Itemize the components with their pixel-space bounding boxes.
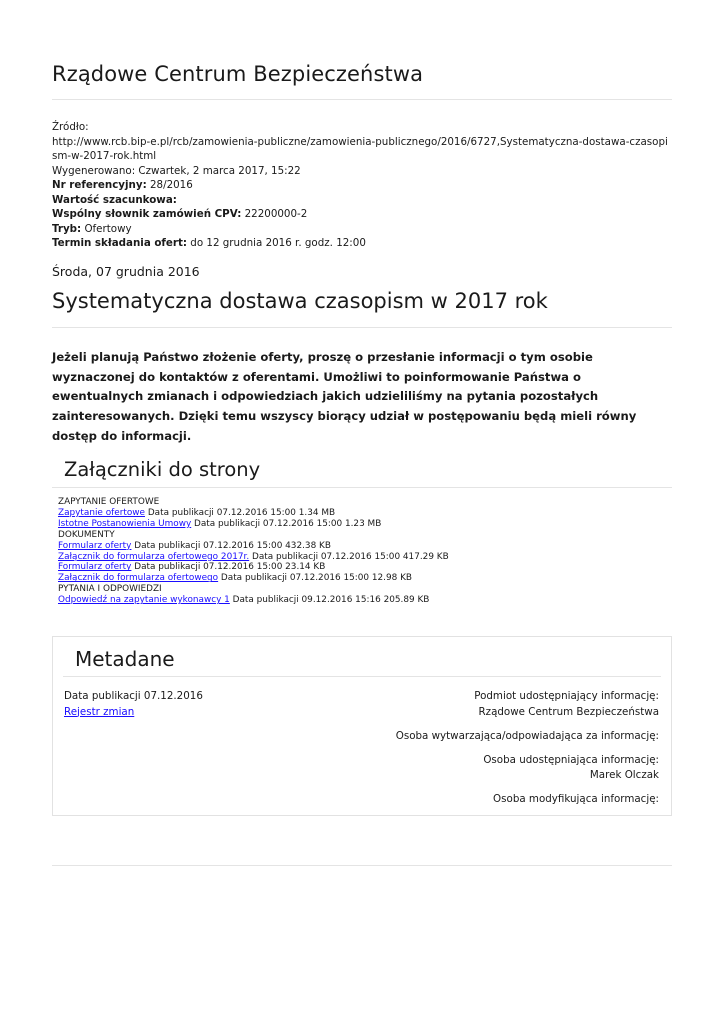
attachment-item: Formularz oferty Data publikacji 07.12.2016 15:00 23.14 KB (58, 562, 326, 573)
sharer-label: Osoba udostępniająca informację: (483, 753, 659, 766)
document-meta (52, 120, 672, 251)
publication-day: Środa, 07 grudnia 2016 (52, 264, 200, 279)
attachment-item: Zapytanie ofertowe Data publikacji 07.12.2016 15:00 1.34 MB (58, 507, 336, 518)
attachment-link[interactable]: Odpowiedź na zapytanie wykonawcy 1 (58, 595, 230, 606)
metadata-left (64, 689, 203, 720)
modifier-info (396, 792, 659, 808)
source-url: http://www.rcb.bip-e.pl/rcb/zamowienia-publiczne/zamowienia-publicznego/2016/6727,Systematyczna-dostawa-czasopism-w-2017-rok.html (52, 135, 668, 162)
attachments-list (58, 497, 449, 606)
provider-value: Rządowe Centrum Bezpieczeństwa (478, 705, 659, 718)
footer-divider (52, 865, 672, 866)
attachment-group-title: PYTANIA I ODPOWIEDZI (58, 584, 162, 595)
attachment-item: Istotne Postanowienia Umowy Data publikacji 07.12.2016 15:00 1.23 MB (58, 518, 382, 529)
attachment-link[interactable]: Formularz oferty (58, 540, 132, 551)
cpv-code: Wspólny słownik zamówień CPV: 22200000-2 (52, 208, 308, 220)
page-title-divider (52, 327, 672, 328)
provider-label: Podmiot udostępniający informację: (474, 690, 659, 702)
page-title: Systematyczna dostawa czasopism w 2017 rok (52, 289, 548, 313)
change-register-link[interactable]: Rejestr zmian (64, 705, 135, 718)
provider-info (396, 689, 659, 720)
attachments-divider (52, 487, 672, 488)
attachment-link[interactable]: Załącznik do formularza ofertowego (58, 573, 219, 584)
attachment-item: Odpowiedź na zapytanie wykonawcy 1 Data publikacji 09.12.2016 15:16 205.89 KB (58, 595, 430, 606)
source-label: Źródło: (52, 121, 89, 133)
metadata-divider (63, 676, 661, 677)
sharer-info (396, 753, 659, 784)
reference-number: Nr referencyjny: 28/2016 (52, 179, 193, 191)
attachment-item: Załącznik do formularza ofertowego 2017r. Data publikacji 07.12.2016 15:00 417.29 KB (58, 551, 449, 562)
title-divider (52, 99, 672, 100)
attachment-link[interactable]: Formularz oferty (58, 562, 132, 573)
attachments-heading: Załączniki do strony (64, 458, 261, 481)
generated-date: Wygenerowano: Czwartek, 2 marca 2017, 15:22 (52, 164, 301, 177)
modifier-label: Osoba modyfikująca informację: (493, 793, 659, 805)
attachment-link[interactable]: Istotne Postanowienia Umowy (58, 518, 192, 529)
attachment-group-title: ZAPYTANIE OFERTOWE (58, 497, 160, 507)
attachment-item: Formularz oferty Data publikacji 07.12.2016 15:00 432.38 KB (58, 540, 331, 551)
attachment-group-title: DOKUMENTY (58, 529, 115, 540)
attachment-link[interactable]: Zapytanie ofertowe (58, 507, 145, 518)
author-label: Osoba wytwarzająca/odpowiadająca za informację: (395, 729, 659, 742)
metadata-box (52, 636, 672, 816)
publication-date: Data publikacji 07.12.2016 (64, 690, 203, 702)
attachment-link[interactable]: Załącznik do formularza ofertowego 2017r. (58, 551, 250, 562)
estimated-value: Wartość szacunkowa: (52, 193, 177, 206)
procedure-mode: Tryb: Ofertowy (52, 222, 132, 235)
site-title: Rządowe Centrum Bezpieczeństwa (52, 62, 424, 86)
author-info (396, 729, 659, 745)
sharer-value: Marek Olczak (589, 769, 659, 781)
attachment-item: Załącznik do formularza ofertowego Data publikacji 07.12.2016 15:00 12.98 KB (58, 573, 412, 584)
metadata-heading: Metadane (75, 647, 175, 671)
notice-text: Jeżeli planują Państwo złożenie oferty, proszę o przesłanie informacji o tym osobie wyznaczonej do kontaktów z oferentami. Umożliwi to poinformowanie Państwa o ewentualnych zmianach i odpowiedziach jakich udzieliliśmy na pytania pozostałych zainteresowanych. Dzięki temu wszyscy biorący udział w postępowaniu będą mieli równy dostęp do informacji. (52, 350, 637, 443)
metadata-right (396, 689, 659, 816)
offer-deadline: Termin składania ofert: do 12 grudnia 2016 r. godz. 12:00 (52, 237, 366, 249)
